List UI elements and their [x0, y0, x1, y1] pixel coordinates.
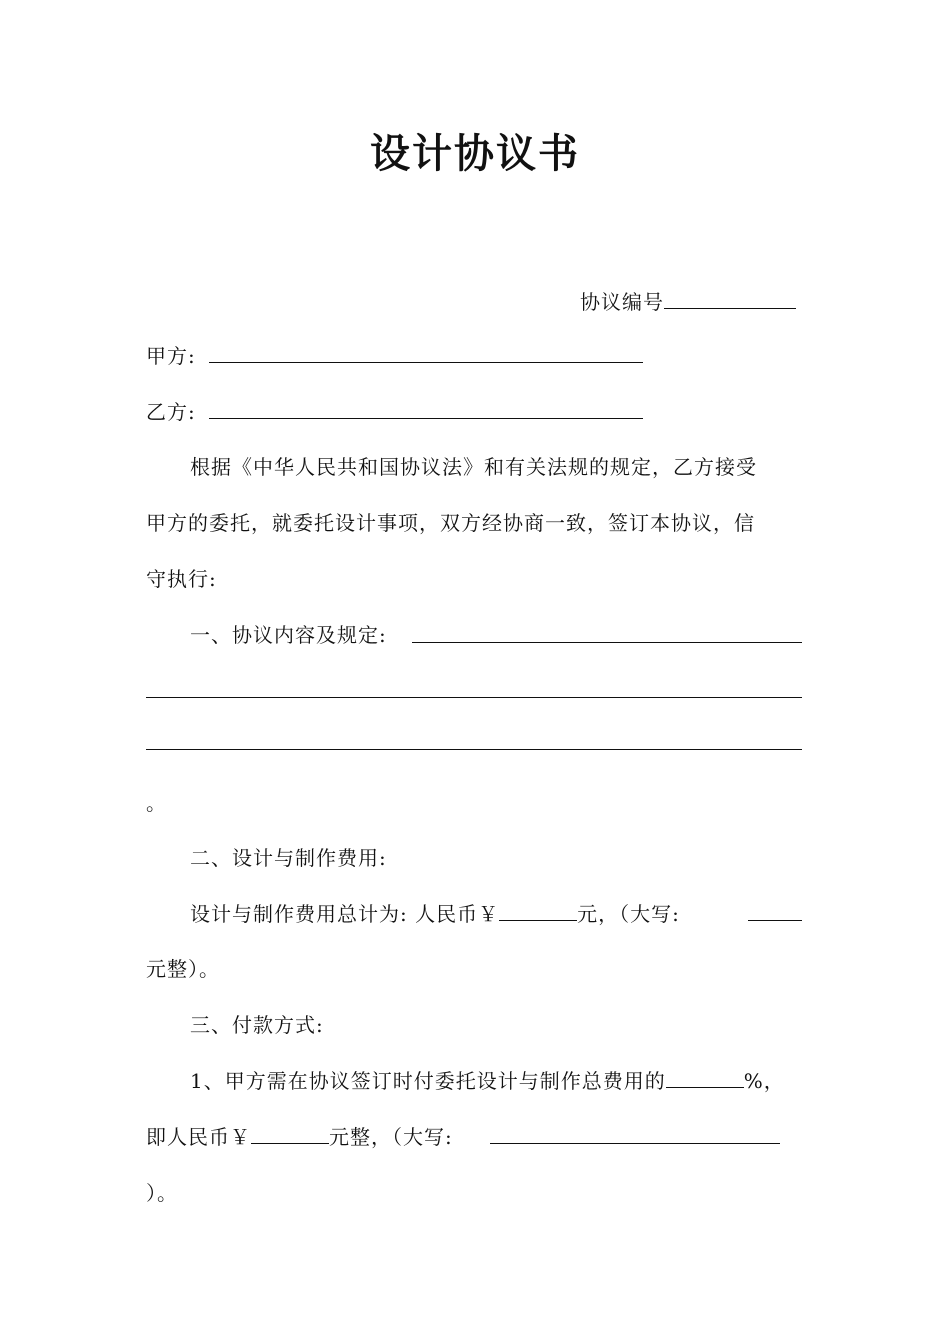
payment-1-amount-line	[146, 1123, 453, 1150]
section-1-end-mark: 。	[146, 791, 167, 815]
payment-amount-blank[interactable]	[251, 1123, 329, 1144]
payment-capital-blank[interactable]	[490, 1143, 780, 1144]
fee-capital-label: 元，（大写:	[577, 902, 680, 926]
section-2-heading: 二、设计与制作费用:	[190, 846, 387, 870]
section-1-blank-2[interactable]	[146, 697, 802, 698]
party-a-line	[146, 342, 643, 369]
party-a-blank[interactable]	[209, 342, 643, 363]
intro-line-2: 甲方的委托，就委托设计事项，双方经协商一致，签订本协议，信	[146, 511, 755, 535]
payment-1-end: ）。	[146, 1181, 178, 1205]
party-b-label: 乙方:	[146, 400, 196, 424]
party-b-line	[146, 398, 643, 425]
fee-total-line	[190, 900, 680, 927]
payment-1-text: 1、甲方需在协议签订时付委托设计与制作总费用的	[190, 1069, 666, 1093]
payment-percent-blank[interactable]	[666, 1067, 744, 1088]
party-a-label: 甲方:	[146, 344, 196, 368]
document-title: 设计协议书	[370, 131, 580, 177]
agreement-number-line	[580, 288, 796, 315]
agreement-number-blank[interactable]	[664, 288, 796, 309]
payment-1-line	[190, 1067, 785, 1094]
fee-total-end: 元整）。	[146, 957, 220, 981]
fee-total-label: 设计与制作费用总计为: 人民币￥	[190, 902, 500, 926]
fee-capital-blank[interactable]	[748, 920, 802, 921]
section-1-blank-3[interactable]	[146, 749, 802, 750]
payment-percent-sign: %，	[743, 1069, 785, 1093]
section-3-heading: 三、付款方式:	[190, 1013, 324, 1037]
section-1-blank-1[interactable]	[412, 642, 802, 643]
payment-amount-label: 即人民币￥	[146, 1125, 251, 1149]
intro-line-1: 根据《中华人民共和国协议法》和有关法规的规定，乙方接受	[190, 455, 757, 479]
party-b-blank[interactable]	[209, 398, 643, 419]
section-1-heading: 一、协议内容及规定:	[190, 623, 387, 647]
agreement-number-label: 协议编号	[580, 290, 664, 314]
intro-line-3: 守执行:	[146, 567, 217, 591]
payment-capital-label: 元整，（大写:	[329, 1125, 453, 1149]
fee-amount-blank[interactable]	[499, 900, 577, 921]
